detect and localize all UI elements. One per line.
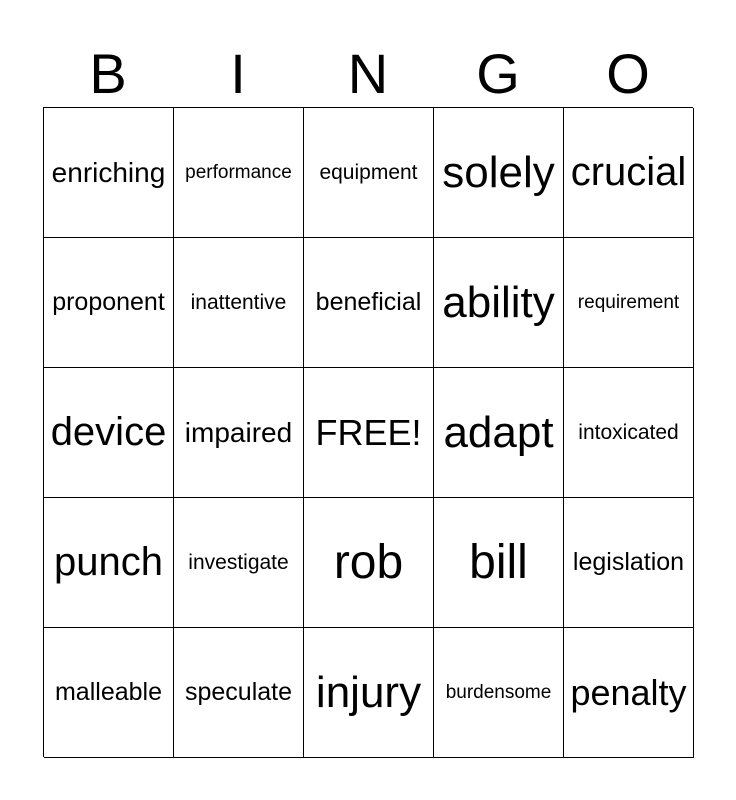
header-letter-i: I <box>230 42 246 105</box>
bingo-cell[interactable]: ability <box>434 238 564 368</box>
header-letter-o: O <box>606 42 650 105</box>
bingo-board <box>43 107 693 757</box>
header-letter-g: G <box>476 42 520 105</box>
bingo-cell[interactable]: penalty <box>564 628 694 758</box>
bingo-header <box>43 40 693 108</box>
bingo-cell[interactable]: enriching <box>44 108 174 238</box>
free-space-cell[interactable]: FREE! <box>304 368 434 498</box>
bingo-cell[interactable]: beneficial <box>304 238 434 368</box>
bingo-cell[interactable]: burdensome <box>434 628 564 758</box>
bingo-cell[interactable]: investigate <box>174 498 304 628</box>
bingo-cell[interactable]: intoxicated <box>564 368 694 498</box>
bingo-cell[interactable]: rob <box>304 498 434 628</box>
bingo-cell[interactable]: punch <box>44 498 174 628</box>
bingo-cell[interactable]: requirement <box>564 238 694 368</box>
bingo-cell[interactable]: performance <box>174 108 304 238</box>
bingo-cell[interactable]: impaired <box>174 368 304 498</box>
bingo-cell[interactable]: equipment <box>304 108 434 238</box>
bingo-cell[interactable]: bill <box>434 498 564 628</box>
header-letter-n: N <box>347 42 389 105</box>
bingo-cell[interactable]: malleable <box>44 628 174 758</box>
bingo-cell[interactable]: legislation <box>564 498 694 628</box>
bingo-cell[interactable]: proponent <box>44 238 174 368</box>
bingo-cell[interactable]: solely <box>434 108 564 238</box>
bingo-cell[interactable]: injury <box>304 628 434 758</box>
bingo-cell[interactable]: inattentive <box>174 238 304 368</box>
bingo-cell[interactable]: speculate <box>174 628 304 758</box>
bingo-cell[interactable]: adapt <box>434 368 564 498</box>
header-letter-b: B <box>89 42 127 105</box>
bingo-cell[interactable]: device <box>44 368 174 498</box>
bingo-cell[interactable]: crucial <box>564 108 694 238</box>
